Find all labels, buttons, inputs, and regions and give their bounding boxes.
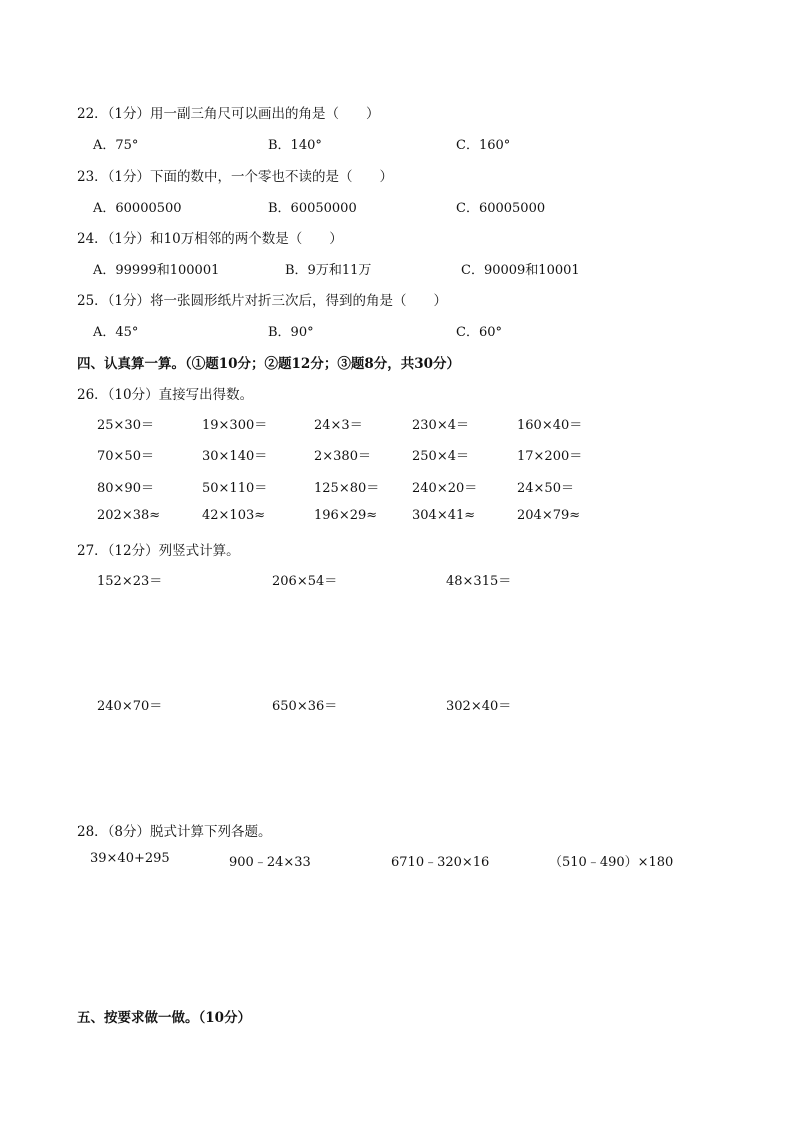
q23-option-c: C．60005000 (456, 201, 546, 216)
q26-item: 24×50＝ (517, 481, 574, 496)
q26-item: 70×50＝ (97, 449, 154, 464)
q26-item: 202×38≈ (97, 508, 161, 523)
q25-option-c: C．60° (456, 325, 502, 340)
q28-item: （510﹣490）×180 (549, 855, 674, 870)
q26-item: 240×20＝ (412, 481, 478, 496)
q28-item: 900﹣24×33 (229, 855, 311, 870)
q25-stem: 25．（1分）将一张圆形纸片对折三次后，得到的角是（ ） (77, 293, 448, 309)
q25-option-b: B．90° (268, 325, 314, 340)
q22-option-b: B．140° (268, 138, 322, 153)
q28-stem: 28．（8分）脱式计算下列各题。 (77, 824, 272, 840)
q27-item: 152×23＝ (97, 574, 163, 589)
q22-option-c: C．160° (456, 138, 511, 153)
q26-item: 24×3＝ (314, 418, 363, 433)
q25-option-a: A．45° (93, 325, 139, 340)
q26-item: 50×110＝ (202, 481, 268, 496)
q24-option-b: B．9万和11万 (285, 263, 372, 278)
q22-option-a: A．75° (93, 138, 139, 153)
q26-item: 160×40＝ (517, 418, 583, 433)
q26-item: 204×79≈ (517, 508, 581, 523)
q27-item: 206×54＝ (272, 574, 338, 589)
q23-option-a: A．60000500 (93, 201, 182, 216)
q26-item: 125×80＝ (314, 481, 380, 496)
q26-item: 250×4＝ (412, 449, 469, 464)
q27-item: 650×36＝ (272, 699, 338, 714)
q24-option-a: A．99999和100001 (93, 263, 220, 278)
q26-item: 196×29≈ (314, 508, 378, 523)
section-4-title: 四、认真算一算。（①题10分；②题12分；③题8分，共30分） (77, 356, 461, 372)
q28-item: 6710﹣320×16 (391, 855, 490, 870)
q26-item: 304×41≈ (412, 508, 476, 523)
q26-item: 2×380＝ (314, 449, 371, 464)
q26-item: 19×300＝ (202, 418, 268, 433)
q24-option-c: C．90009和10001 (461, 263, 580, 278)
q26-item: 30×140＝ (202, 449, 268, 464)
q27-stem: 27．（12分）列竖式计算。 (77, 543, 240, 559)
q26-stem: 26．（10分）直接写出得数。 (77, 387, 254, 403)
q24-stem: 24．（1分）和10万相邻的两个数是（ ） (77, 231, 343, 247)
q27-item: 48×315＝ (446, 574, 512, 589)
q28-item: 39×40+295 (90, 851, 170, 866)
q26-item: 42×103≈ (202, 508, 266, 523)
q23-option-b: B．60050000 (268, 201, 357, 216)
q26-item: 25×30＝ (97, 418, 154, 433)
q26-item: 80×90＝ (97, 481, 154, 496)
section-5-title: 五、按要求做一做。（10分） (77, 1010, 252, 1026)
q27-item: 240×70＝ (97, 699, 163, 714)
q26-item: 230×4＝ (412, 418, 469, 433)
q22-stem: 22．（1分）用一副三角尺可以画出的角是（ ） (77, 106, 380, 122)
q26-item: 17×200＝ (517, 449, 583, 464)
q23-stem: 23．（1分）下面的数中，一个零也不读的是（ ） (77, 169, 394, 185)
q27-item: 302×40＝ (446, 699, 512, 714)
